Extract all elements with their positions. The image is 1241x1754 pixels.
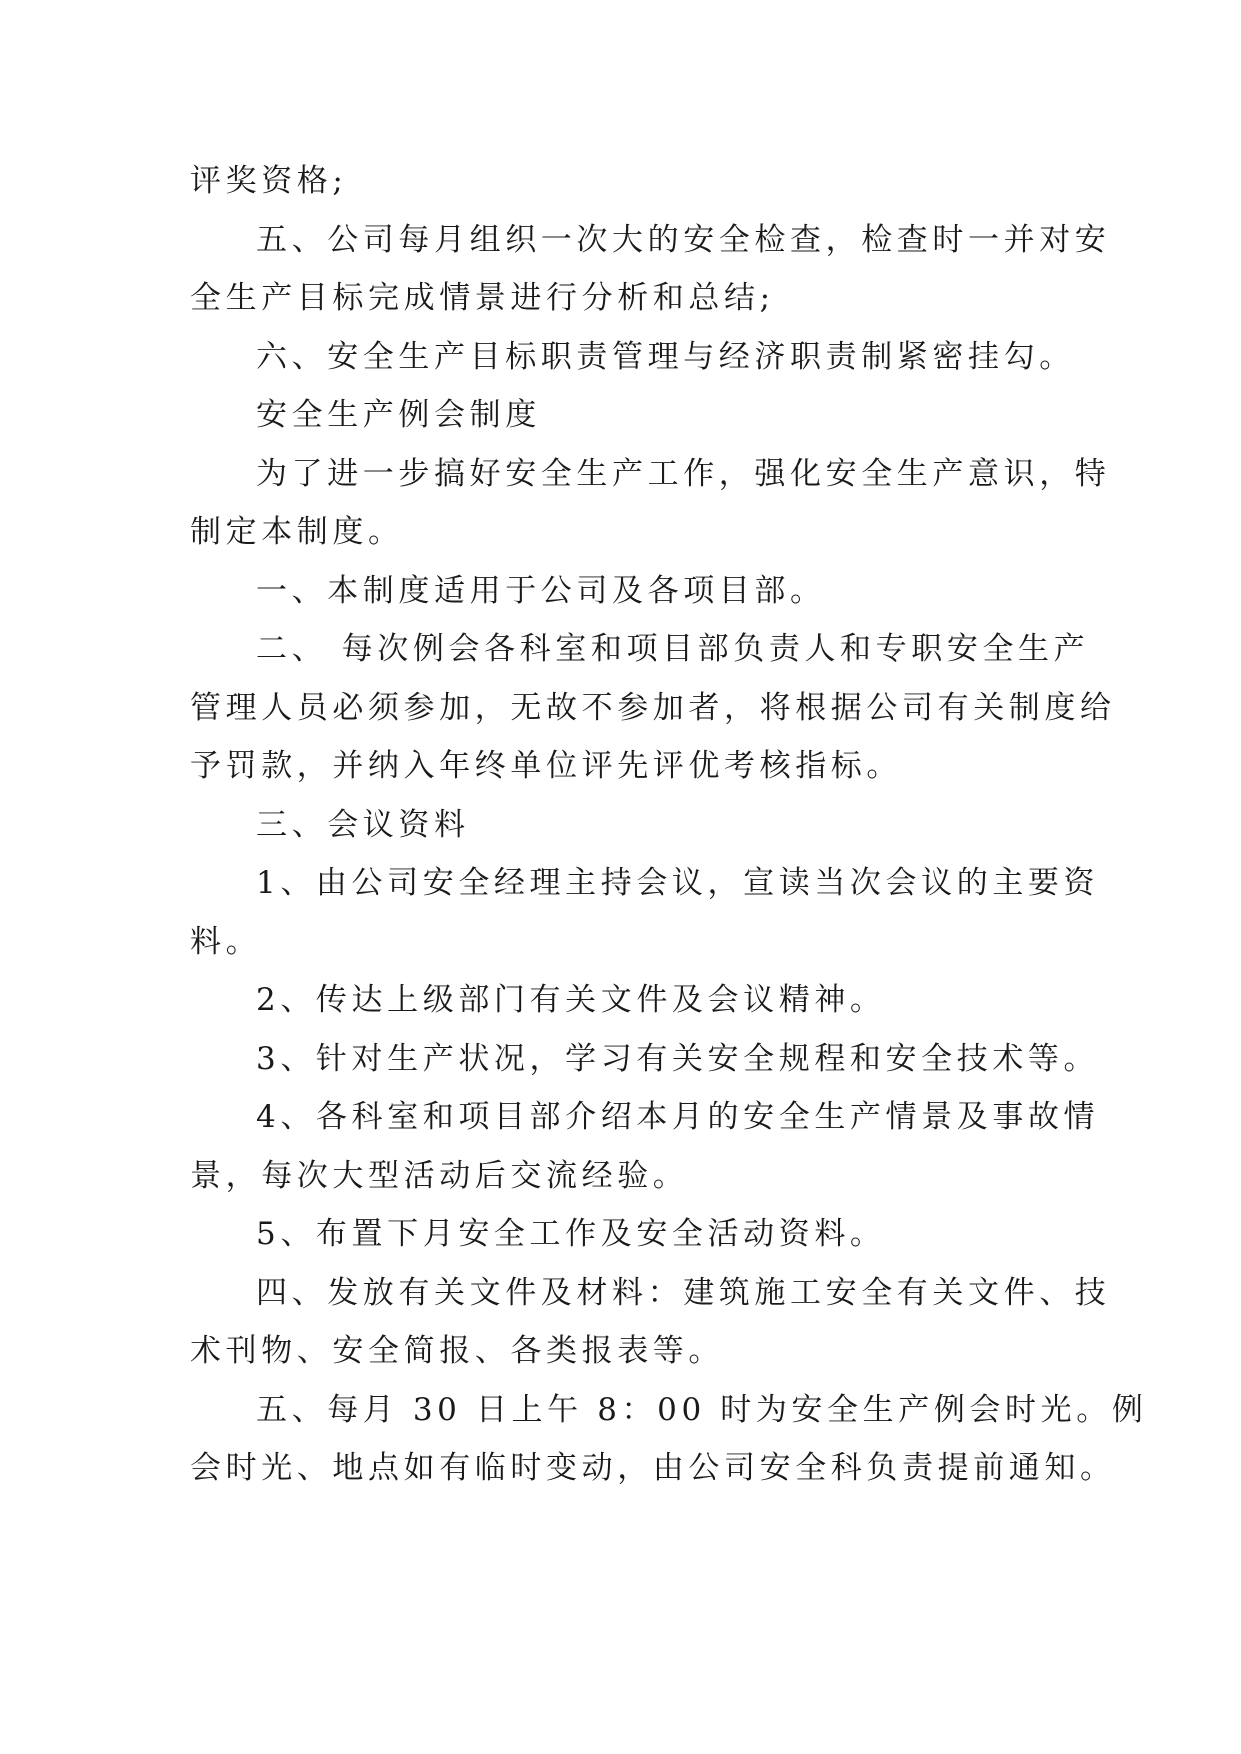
text-line: 六、安全生产目标职责管理与经济职责制紧密挂勾。 <box>256 338 1075 375</box>
document-body <box>190 152 1148 1498</box>
text-line: 全生产目标完成情景进行分析和总结; <box>190 280 775 316</box>
text-line: 2、传达上级部门有关文件及会议精神。 <box>256 982 886 1018</box>
section-heading: 安全生产例会制度 <box>256 397 541 433</box>
text-line: 五、公司每月组织一次大的安全检查，检查时一并对安 <box>256 221 1111 258</box>
text-line: 评奖资格; <box>190 163 348 199</box>
text-line: 1、由公司安全经理主持会议，宣读当次会议的主要资 <box>256 865 1100 901</box>
text-line: 景，每次大型活动后交流经验。 <box>190 1157 689 1194</box>
text-line: 予罚款，并纳入年终单位评先评优考核指标。 <box>190 748 902 784</box>
text-line: 三、会议资料 <box>256 806 470 843</box>
text-line: 管理人员必须参加，无故不参加者，将根据公司有关制度给 <box>190 689 1116 726</box>
text-line: 3、针对生产状况，学习有关安全规程和安全技术等。 <box>256 1040 1100 1077</box>
text-line: 制定本制度。 <box>190 514 404 550</box>
text-line: 5、布置下月安全工作及安全活动资料。 <box>256 1216 886 1252</box>
text-line: 术刊物、安全简报、各类报表等。 <box>190 1333 724 1369</box>
text-line: 为了进一步搞好安全生产工作，强化安全生产意识，特 <box>256 455 1111 492</box>
text-line: 一、本制度适用于公司及各项目部。 <box>256 572 826 609</box>
text-line: 会时光、地点如有临时变动，由公司安全科负责提前通知。 <box>190 1450 1116 1486</box>
text-line: 4、各科室和项目部介绍本月的安全生产情景及事故情 <box>256 1099 1100 1135</box>
text-line: 料。 <box>190 923 262 960</box>
text-line: 五、每月 30 日上午 8：00 时为安全生产例会时光。例 <box>256 1391 1148 1428</box>
text-line: 四、发放有关文件及材料：建筑施工安全有关文件、技 <box>256 1274 1111 1311</box>
text-line: 二、 每次例会各科室和项目部负责人和专职安全生产 <box>256 631 1090 667</box>
